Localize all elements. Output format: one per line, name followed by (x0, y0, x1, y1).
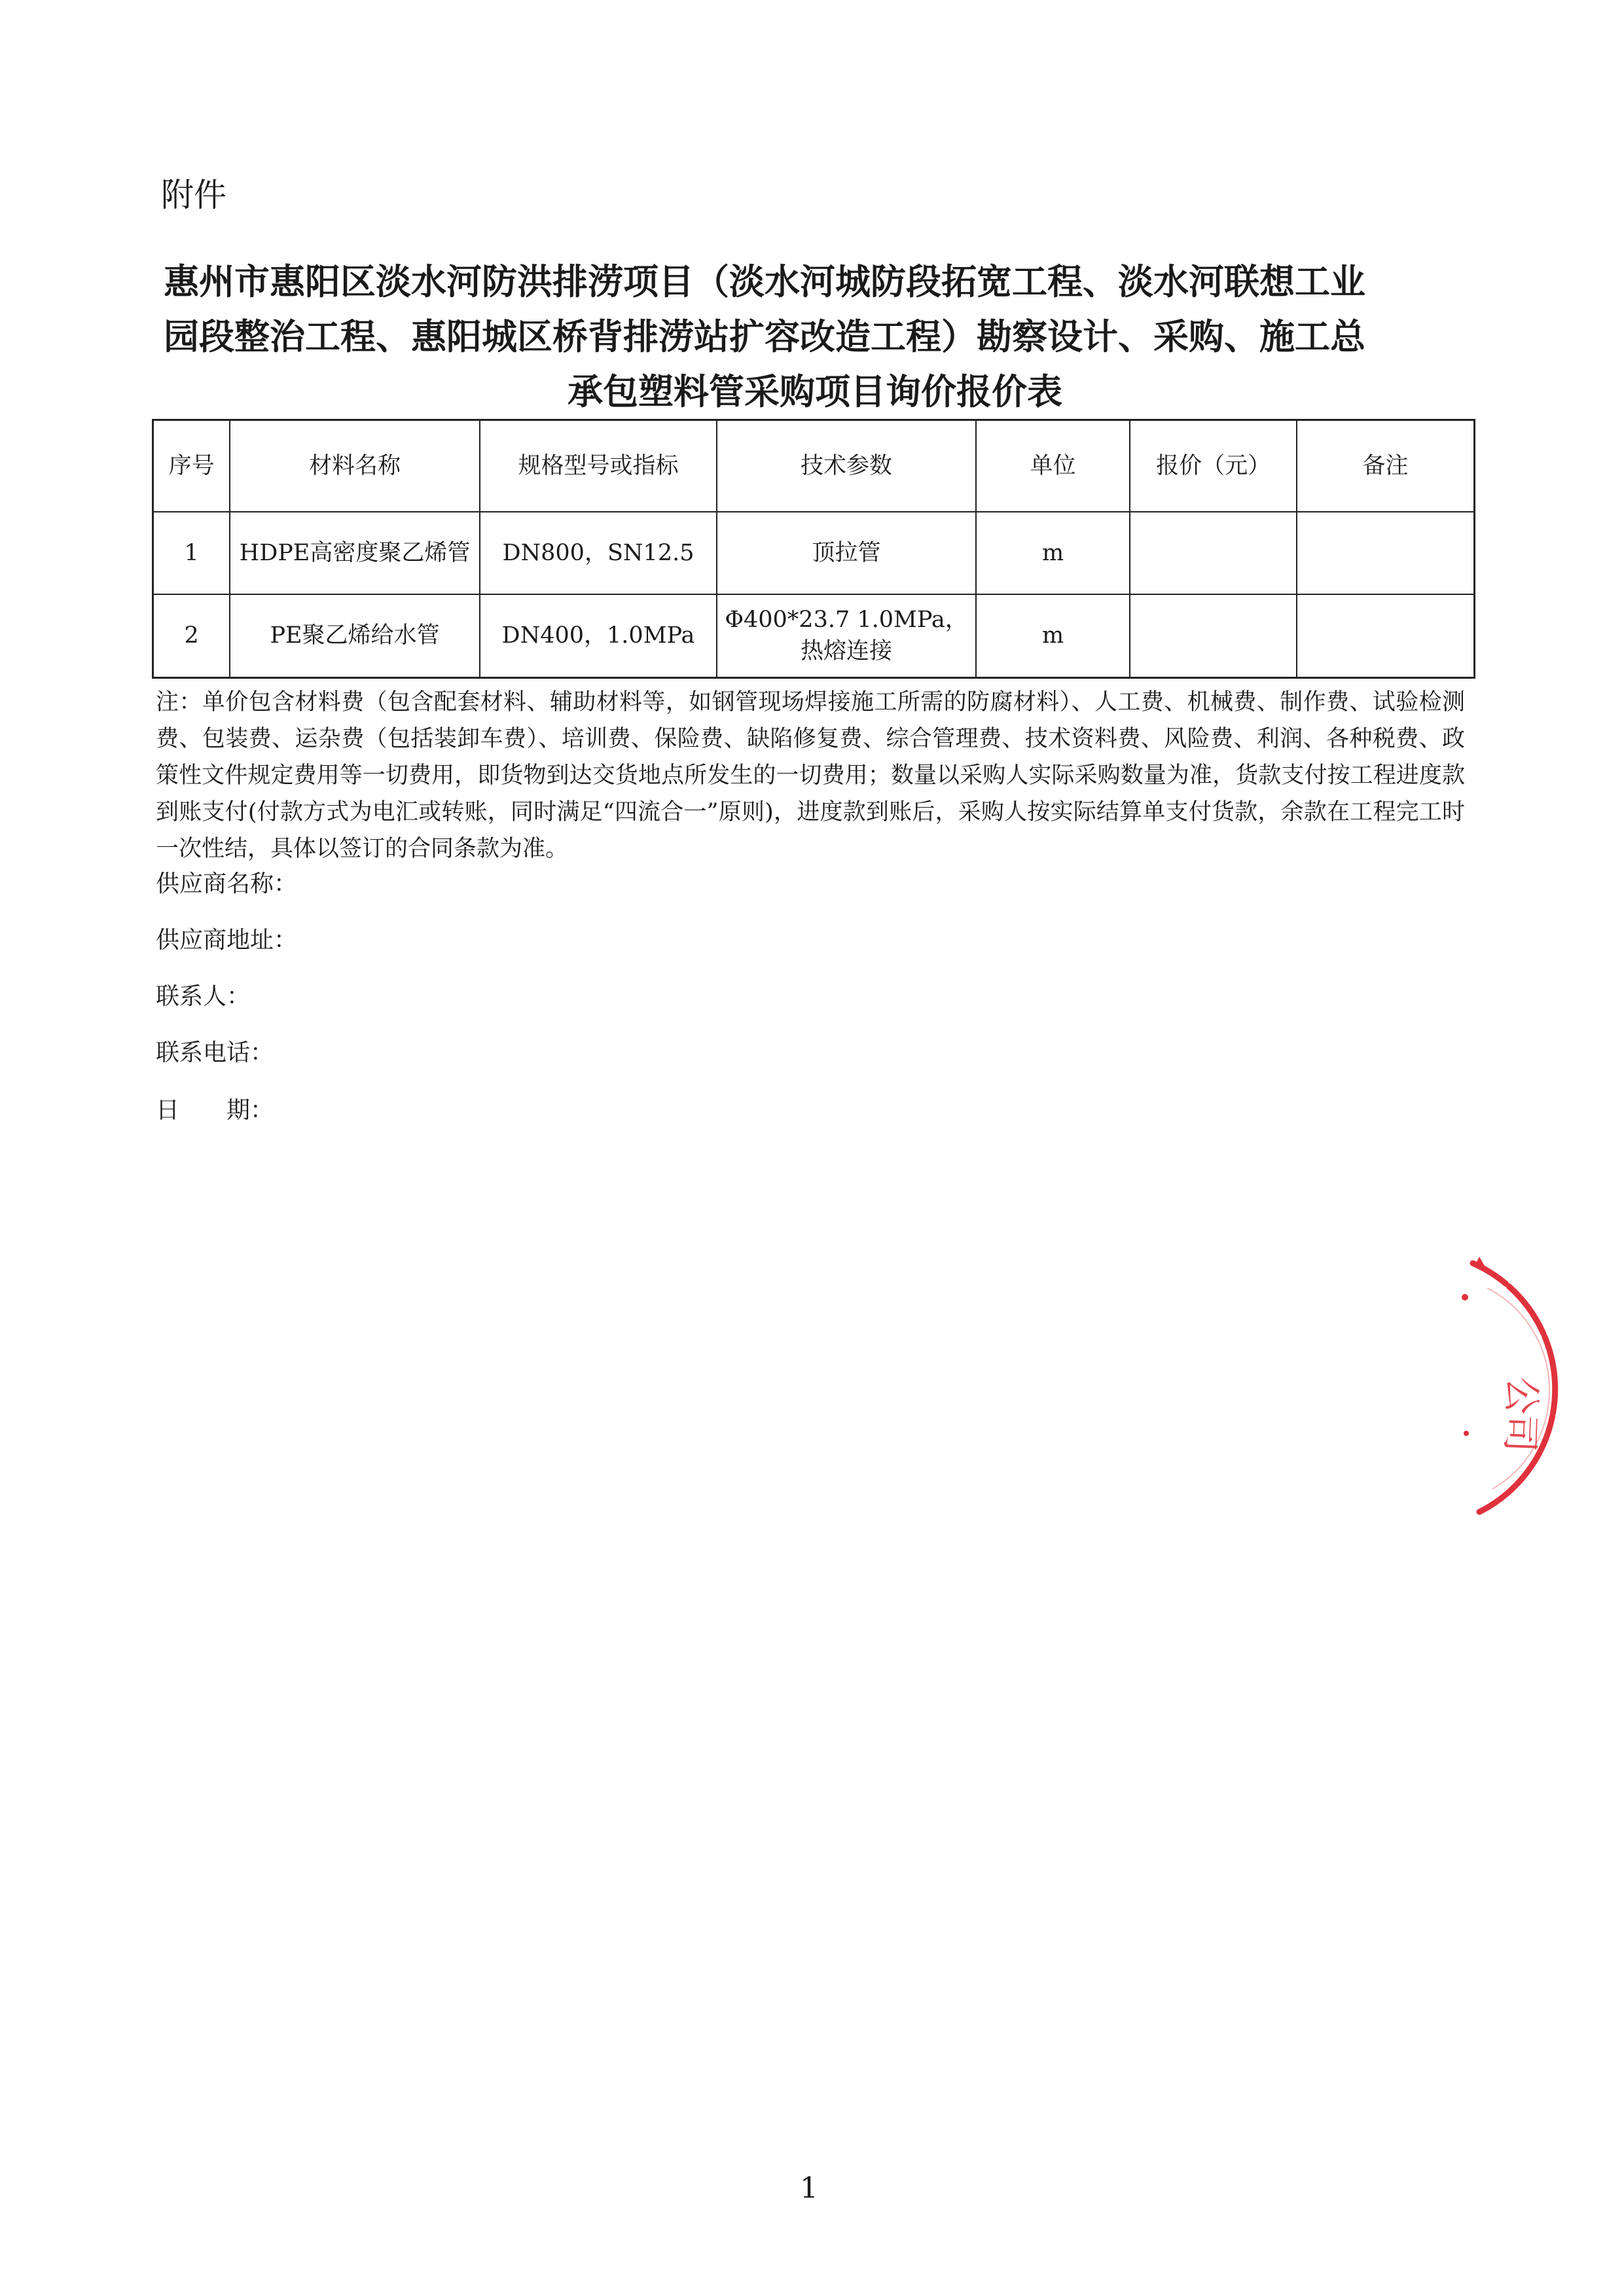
row-price[interactable] (1130, 512, 1297, 594)
row-material-name: HDPE高密度聚乙烯管 (230, 512, 479, 594)
contact-phone-field[interactable]: 联系电话： (156, 1039, 274, 1066)
seal-text: 公司 (1497, 1376, 1545, 1454)
table-row (153, 594, 1475, 678)
quotation-table (152, 419, 1475, 679)
header-price: 报价（元） (1130, 420, 1297, 512)
table-header-row (153, 420, 1475, 512)
row-price[interactable] (1130, 594, 1297, 678)
pricing-note: 注：单价包含材料费（包含配套材料、辅助材料等，如钢管现场焊接施工所需的防腐材料）、人工费、机械费、制作费、试验检测费、包装费、运杂费（包括装卸车费）、培训费、保险费、缺陷修复费、综合管理费、技术资料费、风险费、利润、各种税费、政策性文件规定费用等一切费用，即货物到达交货地点所发生的一切费用；数量以采购人实际采购数量为准，货款支付按工程进度款到账支付(付款方式为电汇或转账，同时满足“四流合一”原则)，进度款到账后，采购人按实际结算单支付货款，余款在工程完工时一次性结，具体以签订的合同条款为准。 (156, 689, 1465, 862)
header-material-name: 材料名称 (230, 420, 479, 512)
row-material-name: PE聚乙烯给水管 (230, 594, 479, 678)
row-no: 2 (153, 594, 230, 678)
header-spec: 规格型号或指标 (480, 420, 717, 512)
tech-line-2: 热熔连接 (801, 638, 893, 665)
tech-line-1: Φ400*23.7 1.0MPa， (725, 607, 968, 634)
row-tech-params (717, 594, 976, 678)
attachment-label: 附件 (161, 176, 226, 214)
tech-line-1: 顶拉管 (812, 539, 881, 566)
header-remark: 备注 (1297, 420, 1475, 512)
header-no: 序号 (153, 420, 230, 512)
page-number: 1 (800, 2172, 818, 2205)
row-spec: DN800，SN12.5 (480, 512, 717, 594)
row-spec: DN400，1.0MPa (480, 594, 717, 678)
supplier-address-field[interactable]: 供应商地址： (156, 927, 298, 954)
row-remark[interactable] (1297, 594, 1475, 678)
title-line-1: 惠州市惠阳区淡水河防洪排涝项目（淡水河城防段拓宽工程、淡水河联想工业 (164, 260, 1365, 302)
row-remark[interactable] (1297, 512, 1475, 594)
row-tech-params (717, 512, 976, 594)
supplier-name-field[interactable]: 供应商名称： (156, 870, 298, 897)
table-row (153, 512, 1475, 594)
title-line-3: 承包塑料管采购项目询价报价表 (568, 370, 1062, 412)
title-line-2: 园段整治工程、惠阳城区桥背排涝站扩容改造工程）勘察设计、采购、施工总 (164, 315, 1365, 357)
row-unit: m (976, 594, 1130, 678)
company-seal-icon (1427, 1237, 1623, 1538)
document-title (164, 254, 1466, 419)
row-no: 1 (153, 512, 230, 594)
row-unit: m (976, 512, 1130, 594)
date-field[interactable]: 日 期： (156, 1097, 274, 1124)
contact-person-field[interactable]: 联系人： (156, 983, 251, 1010)
header-unit: 单位 (976, 420, 1130, 512)
header-tech-params: 技术参数 (717, 420, 976, 512)
